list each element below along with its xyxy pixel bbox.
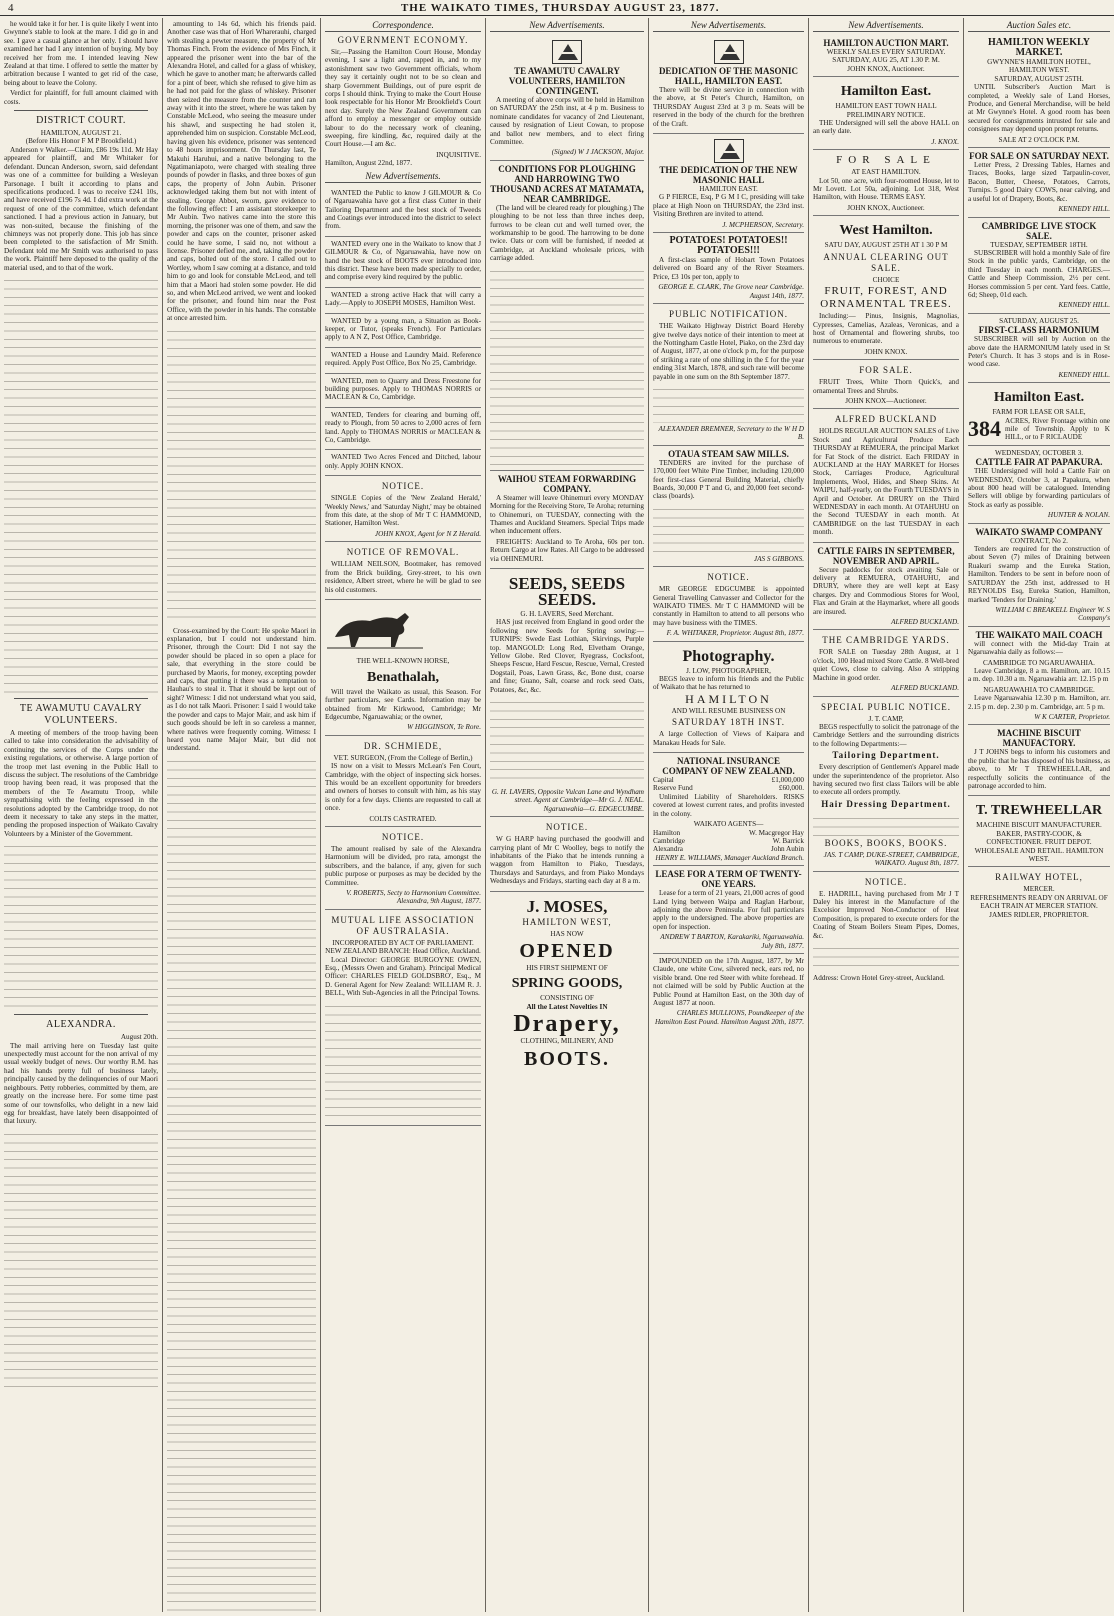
masonic-emblem-icon bbox=[714, 40, 744, 64]
letter-date: Hamilton, August 22nd, 1877. bbox=[325, 159, 413, 168]
removal-notice: NOTICE OF REMOVAL. WILLIAM NEILSON, Bootmaker, has removed from the Brick building, Grey-street, to his own residence, Albert street, where he will be glad to see his old customers. bbox=[325, 542, 481, 600]
wanted-ad: WANTED, men to Quarry and Dress Freestone for building purposes. Apply to THOMAS NORRIS or MACLEAN & Co, Cambridge. bbox=[325, 374, 481, 408]
article-text: A meeting of members of the troop having been called to take into consideration the advisability of continuing the services of the Corps under the existing regulations, or otherwise. A large portion of the troop met last evening in the Public Hall to discuss the subject. The resolutions of the Cambridge troop having been read, it was proposed that the members of the Te Awamutu Troop, while sympathising with the feeling expressed in the resolutions adopted by the Cambridge troop, do not deem it necessary to take any steps in the matter, pending the proposed inspection of Waikato Cavalry Volunteers by a Minister of the Government. bbox=[4, 728, 158, 838]
steamer-ad: WAIHOU STEAM FORWARDING COMPANY. A Steamer will leave Ohinemuri every MONDAY Morning for the Receiving Store, Te Aroha; returning to Ohinemuri, on TUESDAY, connecting with the Thames and Auckland Steamers. Special Trips made when inducement offers. FREIGHTS: Auckland to Te Aroha, 60s per ton. Return Cargo at low Rates. All Cargo to be addressed via OHINEMURI. bbox=[490, 471, 644, 569]
masthead-title: THE WAIKATO TIMES, THURSDAY AUGUST 23, 1877. bbox=[400, 1, 720, 14]
column-heading: Auction Sales etc. bbox=[968, 20, 1110, 32]
text-block bbox=[167, 755, 316, 1612]
west-hamilton-ad: West Hamilton. SATU DAY, AUGUST 25TH AT 1 30 P M ANNUAL CLEARING OUT SALE. CHOICE FRUIT, FOREST, AND ORNAMENTAL TREES. Including:— Pinus, Insignis, Magnolias, Cypresses, Camelias, Azaleas, Veronicas, and a host of Ornamental and flowering shrubs, too numerous to enumerate. JOHN KNOX. bbox=[813, 216, 959, 360]
ploughing-tender: CONDITIONS FOR PLOUGHING AND HARROWING TWO THOUSAND ACRES AT MATAMATA, NEAR CAMBRIDGE. (The land will be cleared ready for ploughing.) The ploughing to be not less than three inches deep, furrows to be clean cut and well turned over, the workmanship to be good. The harrowing to be done twice. Oats or corn will be furnished, if needed at Cambridge, at Auckland wholesale prices, with carriage added. bbox=[490, 161, 644, 471]
letter-signature: INQUISITIVE. bbox=[436, 150, 481, 159]
cattle-fairs-ad: CATTLE FAIRS IN SEPTEMBER, NOVEMBER AND APRIL. Secure paddocks for stock awaiting Sale or delivery at REMUERA, OTAHUHU, and DRURY, where they are well kept at Easy charges. Dry and Commodious Stores for Wool, Flax and Grain at the Haymarket, where all goods are insured. ALFRED BUCKLAND. bbox=[813, 543, 959, 631]
section-heading: ALEXANDRA. bbox=[46, 1019, 116, 1031]
canvasser-notice: NOTICE. MR GEORGE EDGCUMBE is appointed General Travelling Canvasser and Collector for the WAIKATO TIMES. Mr T C HAMMOND will be constantly in Hamilton to attend to all persons who may have business with the TIMES. F. A. WHITAKER, Proprietor. August 8th, 1877. bbox=[653, 567, 804, 641]
horse-illustration bbox=[325, 607, 425, 651]
letter-text: Sir,—Passing the Hamilton Court House, Monday evening, I saw a light and, rapped in, and to my astonishment saw two Government officials, whom they say it certainly ought not to be so clean and sharp Government Buildings, out of pure esprit de corps I should think. Trying to make the Court House look respectable for his Honor Mr Brookfield's Court next day. Surely the New Zealand Government can afford to employ a messenger or employ outside labour to do the necessary work of cleaning, sweeping, fire kindling, &c, required daily at the Court House.—I am &c. bbox=[325, 48, 481, 149]
papakura-ad: WEDNESDAY, OCTOBER 3. CATTLE FAIR AT PAPAKURA. THE Undersigned will hold a Cattle Fair on WEDNESDAY, October 3, at Papakura, when about 800 head will be catalogued. Intending Sellers will oblige by forwarding particulars of Stock as early as possible. HUNTER & NOLAN. bbox=[968, 446, 1110, 524]
section-heading: DISTRICT COURT. bbox=[36, 115, 126, 127]
railway-hotel-ad: RAILWAY HOTEL, MERCER. REFRESHMENTS READY ON ARRIVAL OF EACH TRAIN AT MERCER STATION. JAMES RIDLER, PROPRIETOR. bbox=[970, 872, 1108, 919]
dateline: HAMILTON, AUGUST 21. bbox=[40, 129, 122, 138]
divider bbox=[14, 698, 148, 699]
crest-icon bbox=[552, 40, 582, 64]
column-2 bbox=[163, 18, 321, 1612]
wanted-ad: WANTED the Public to know J GILMOUR & Co of Ngaruawahia have got a first class Cutter in their Tailoring Department and the best stock of Tweeds and Coatings ever introduced into the district to select from. bbox=[325, 186, 481, 237]
weekly-market-ad: HAMILTON WEEKLY MARKET. GWYNNE'S HAMILTON HOTEL, HAMILTON WEST. SATURDAY, AUGUST 25TH. UNTIL Subscriber's Auction Mart is completed, a Weekly sale of Land Horses, Produce, and General Merchandise, will be held at Mr Gwynne's Hotel. A good room has been secured for consignments intrusted for sale and consignees may depend upon prompt returns. SALE AT 2 O'CLOCK P.M. bbox=[968, 35, 1110, 148]
vet-ad: DR. SCHMIEDE, VET. SURGEON, (From the College of Berlin,) IS now on a visit to Messrs McLean's Fen Court, Cambridge, with the object of inspecting sick horses. This would be an excellent opportunity for breeders and owners of horses to consult with him, as his stay is only for a few days. Clients are requested to call at once. COLTS CASTRATED. bbox=[325, 736, 481, 827]
insurance-ad: NATIONAL INSURANCE COMPANY OF NEW ZEALAND. Capital £1,000,000 Reserve Fund £60,000. Unlimited Liability of Shareholders. RISKS covered at lowest current rates, and profits invested in the colony. WAIKATO AGENTS— Hamilton W. Macgregor Hay Cambridge W. Barrick Alexandra John Aubin HENRY E. WILLIAMS, Manager Auckland Branch. bbox=[653, 753, 804, 866]
masonic-emblem-icon bbox=[714, 139, 744, 163]
wanted-ad: WANTED, Tenders for clearing and burning off, ready to Plough, from 50 acres to 2,000 acres of fern land. Apply to THOMAS NORRIS or MACLEAN & Co, Cambridge. bbox=[325, 408, 481, 451]
page-number-left: 4 bbox=[8, 1, 15, 14]
section-heading: TE AWAMUTU CAVALRY VOLUNTEERS. bbox=[19, 702, 143, 726]
column-heading: New Advertisements. bbox=[653, 20, 804, 32]
photography-ad: Photography. J. LOW, PHOTOGRAPHER, BEGS leave to inform his friends and the Public of Waikato that he has returned to HAMILTON AND WILL RESUME BUSINESS ON SATURDAY 18TH INST. A large Collection of Views of Kaipara and Manakau Heads for Sale. bbox=[653, 642, 804, 753]
article-text: he would take it for her. I is quite likely I went into Gwynne's stable to look at the mare. I did go in and see. I gave a casual glance at her only. I should have examined her had I any intention of buying. My boy received her from me. I intended leaving New Zealand at that time. I offered to settle the matter by arbitration because I wanted to get rid of the case, being about to leave the Colony. bbox=[4, 20, 158, 87]
text-block bbox=[4, 840, 158, 1010]
harmonium-ad: SATURDAY, AUGUST 25. FIRST-CLASS HARMONIUM SUBSCRIBER will sell by Auction on the above date the HARMONIUM lately used in St Peter's Church. It has 3 stops and is in Rose-wood case. KENNEDY HILL. bbox=[968, 314, 1110, 383]
columns bbox=[0, 18, 1114, 1612]
column-1 bbox=[0, 18, 163, 1612]
masthead bbox=[0, 0, 1114, 16]
harmonium-notice: NOTICE. The amount realised by sale of the Alexandra Harmonium will be divided, pro rata, amongst the subscribers, and the balance, if any, given for such public purpose or purposes as may be decided by the Committee. V. ROBERTS, Secty to Harmonium Committee. Alexandra, 9th August, 1877. bbox=[325, 827, 481, 910]
text-block bbox=[167, 325, 316, 625]
for-sale-ad: FOR SALE AT EAST HAMILTON. Lot 50, one acre, with four-roomed House, let to Mr Lovett. Lot 50a, adjoining. Lot 318, West Hamilton, with House. TERMS EASY. JOHN KNOX, Auctioneer. bbox=[813, 150, 959, 216]
fruit-trees-ad: FOR SALE. FRUIT Trees, White Thorn Quick's, and ornamental Trees and Shrubs. JOHN KNOX—Auctioneer. bbox=[813, 360, 959, 409]
mutual-life-ad: MUTUAL LIFE ASSOCIATION OF AUSTRALASIA. INCORPORATED BY ACT OF PARLIAMENT. NEW ZEALAND BRANCH: Head Office, Auckland. Local Director: GEORGE BURGOYNE OWEN, Esq., (Messrs Owen and Graham). Principal Medical Officer: CHARLES FIELD GOLDSBRO', Esq., M D. General Agent for New Zealand: WILLIAM R. J. BELL, With Sub-Agencies in all the Principal Towns. bbox=[325, 910, 481, 1126]
column-heading: New Advertisements. bbox=[325, 171, 481, 183]
moses-ad: J. MOSES, HAMILTON WEST, HAS NOW OPENED HIS FIRST SHIPMENT OF SPRING GOODS, CONSISTING OF All the Latest Novelties IN Drapery, CLOTHING, MILINERY, AND BOOTS. bbox=[511, 896, 623, 1070]
column-3 bbox=[321, 18, 486, 1612]
lease-ad: LEASE FOR A TERM OF TWENTY-ONE YEARS. Lease for a term of 21 years, 21,000 acres of good Land lying between Waipa and Raglan Harbour, adjoining the above Peninsula. For full particulars apply to the undersigned. The above properties are open for inspection. ANDREW T BARTON, Karakariki, Ngaruawahia. July 8th, 1877. bbox=[653, 866, 804, 954]
column-6 bbox=[809, 18, 964, 1612]
wanted-ad: WANTED a House and Laundry Maid. Reference required. Apply Post Office, Box No 25, Cambridge. bbox=[325, 348, 481, 374]
waggon-notice: NOTICE. W G HARP having purchased the goodwill and carrying plant of Mr C Woolley, begs to notify the inhabitants of the Piako that he intends running a waggon from Hamilton to Piako, Tuesdays, Thursdays and Saturdays, and from Piako Mondays Wednesdays and Fridays, starting each day at 8 a m. bbox=[490, 817, 644, 891]
saturday-sale-ad: FOR SALE ON SATURDAY NEXT. Letter Press, 2 Dressing Tables, Harnes and Traces, Books, large sized Tarpaulin-cover, Bacon, Butter, Cheese, Potatoes, Carrots, Turnips. 5 good Dairy COWS, near calving, and a useful lot of Drapery, Boots, &c. KENNEDY HILL. bbox=[968, 148, 1110, 217]
trewheellar-ad: T. TREWHEELLAR MACHINE BISCUIT MANUFACTURER. BAKER, PASTRY-COOK, & CONFECTIONER. FRUIT DEPOT. WHOLESALE AND RETAIL. HAMILTON WEST. bbox=[968, 796, 1110, 867]
swamp-company-ad: WAIKATO SWAMP COMPANY CONTRACT, No 2. Tenders are required for the construction of about Seven (7) miles of Draining between Ruakuri swamp and the Eureka Station, Hamilton. Tenders to be sent in before noon of SATURDAY the 25th inst, addressed to H REYNOLDS Esq, Eureka Station, Hamilton, marked 'Tenders for Draining.' WILLIAM C BREAKELL Engineer W. S Company's bbox=[968, 524, 1110, 627]
column-heading: New Advertisements. bbox=[813, 20, 959, 32]
mail-coach-ad: THE WAIKATO MAIL COACH will connect with the Mid-day Train at Ngaruawahia daily as follows:— CAMBRIDGE TO NGARUAWAHIA. Leave Cambridge, 8 a m. Hamilton, arr. 10.15 a m. dep. 10.30 a m. Ngaruawahia arr. 12.15 p m NGARUAWAHIA TO CAMBRIDGE. Leave Ngaruawahia 12.30 p m. Hamilton, arr. 2.15 p m. dep. 2.30 p m. Cambridge, arr. 5 p m. W K CARTER, Proprietor. bbox=[968, 627, 1110, 726]
dedication-ad: THE DEDICATION OF THE NEW MASONIC HALL HAMILTON EAST. G P FIERCE, Esq, P G M I C, presiding will take place at High Noon on THURSDAY, the 23rd inst. Visiting Brethren are invited to attend. J. MCPHERSON, Secretary. bbox=[653, 134, 804, 233]
live-stock-ad: CAMBRIDGE LIVE STOCK SALE. TUESDAY, SEPTEMBER 18TH. SUBSCRIBER will hold a monthly Sale of fire Stock in the public yards, Cambridge, on the third Tuesday in each month. CHARGES.—Cattle and Sheep Commission, 2½ per cent. Horses commission 5 per cent. Yard fees. Cattle, 6d; Sheep, 01d each. KENNEDY HILL. bbox=[968, 218, 1110, 314]
hamilton-east-ad: Hamilton East. HAMILTON EAST TOWN HALL PRELIMINARY NOTICE. THE Undersigned will sell the above HALL on an early date. J. KNOX. bbox=[813, 77, 959, 150]
auction-mart-ad: HAMILTON AUCTION MART. WEEKLY SALES EVERY SATURDAY. SATURDAY, AUG 25, AT 1.30 P. M. JOHN KNOX, Auctioneer. bbox=[813, 35, 959, 77]
divider bbox=[14, 1014, 148, 1015]
seeds-ad: SEEDS, SEEDS SEEDS. G. H. LAVERS, Seed Merchant. HAS just received from England in good order the following new Seeds for Spring sowing:— TURNIPS: Swede East Lothian, Skirvings, Purple top. MANGOLD: Long Red, Elvetham Orange, Yellow Globe. Red Clover, Ryegrass, Cocksfoot, Sheeps Fescue, Hard Fescue, Rescue, Vernal, Crested Dogstail, Poas, Lawn Grass, &c, Bone dust, coarse and fine; Guano, Salt, coarse and rock seed Oats, Potatoes, &c, &c. G. H. LAVERS, Opposite Vulcan Lane and Wyndham street. Agent at Cambridge—Mr G. J. NEAL. Ngaruawahia—G. EDGECUMBE. bbox=[490, 569, 644, 817]
article-text: The mail arriving here on Tuesday last quite unexpectedly must account for the non arrival of my usual weekly budget of news. Our worthy R.M. has had his hands pretty full of business lately, principally caused by the delinquencies of our Maori neighbours. Petty robberies, committed by them, are greatly on the increase here. For some time past some of our townsfolks, who delight in a new laid egg for breakfast, have lately been disappointed of that luxury. bbox=[4, 1041, 158, 1126]
wanted-ad: WANTED by a young man, a Situation as Book-keeper, or Tutor, (speaks French). For Particulars apply to A N Z, Post Office, Cambridge. bbox=[325, 314, 481, 348]
article-text: Cross-examined by the Court: He spoke Maori in explanation, but I could not understand him. Prisoner, through the Court: Did I not say the powder should be placed in so open a place for sale, that everything in the store could be purchased by Maoris, for money, excepting powder and caps, that putting it there was a temptation to Hauhau's to steal it. That it should be kept out of sight? Witness: I did not understand what you said, as I do not talk Maori. Prisoner: I said I would take the powder and caps to Major Mair, and ask him if such goods should be left in so careless a manner, where natives were frequently coming. Witness: I heard you name Major Mair, but did not understand. bbox=[167, 626, 316, 753]
notice-ad: NOTICE. SINGLE Copies of the 'New Zealand Herald,' 'Weekly News,' and 'Saturday Night,' may be obtained from this date, at the shop of Mr T C HAMMOND, Stationer, Hamilton West. JOHN KNOX, Agent for N Z Herald. bbox=[325, 476, 481, 542]
agent-row: Cambridge W. Barrick bbox=[653, 836, 804, 845]
masonic-ad: DEDICATION OF THE MASONIC HALL, HAMILTON EAST. There will be divine service in connection with the above, at St Peter's Church, Hamilton, on THURSDAY August 23rd at 3 p m. Seats will be reserved in the body of the church for the brethren of the Craft. bbox=[653, 35, 804, 134]
column-heading: Correspondence. bbox=[325, 20, 481, 32]
saw-mills-ad: OTAUA STEAM SAW MILLS. TENDERS are invited for the purchase of 170,000 feet White Pine Timber, including 120,000 feet first-class General Building Material, chiefly Boards, 30,000 P T and G, and 20,000 feet second-class (boards). JAS S GIBBONS. bbox=[653, 446, 804, 567]
wanted-ad: WANTED Two Acres Fenced and Ditched, labour only. Apply JOHN KNOX. bbox=[325, 450, 481, 476]
stallion-ad: THE WELL-KNOWN HORSE, Benathalah, Will travel the Waikato as usual, this Season. For further particulars, see Cards. Information may be obtained from Mr Kirkwood, Cambridge; Mr Edgecumbe, Ngaruawahia; or the owner, W HIGGINSON, Te Rore. bbox=[325, 600, 481, 736]
dateline: August 20th. bbox=[120, 1033, 158, 1042]
cavalry-notice: TE AWAMUTU CAVALRY VOLUNTEERS, HAMILTON CONTINGENT. A meeting of above corps will be held in Hamilton on SATURDAY the 25th inst, at 4 p m. Business to nominate candidates for vacancy of 2nd Lieutenant, caused by resignation of Lieut Cowan, to propose and ballot new members, and to elect firing Committee. (Signed) W J JACKSON, Major. bbox=[490, 35, 644, 161]
byline: (Before His Honor F M P Brookfield.) bbox=[25, 137, 137, 146]
farm-lease-ad: Hamilton East. FARM FOR LEASE OR SALE, 384 ACRES, River Frontage within one mile of Township. Apply to K HILL, or to F RICLAUDE bbox=[968, 383, 1110, 446]
camp-ad: SPECIAL PUBLIC NOTICE. J. T. CAMP, BEGS respectfully to solicit the patronage of the Cambridge Settlers and the surrounding districts to the following Departments:— Tailoring Department. Every description of Gentlemen's Apparel made under the superintendence of the proprietor. Also having secured two first class Tailors will be able to execute all orders promptly. Hair Dressing Department. BOOKS, BOOKS, BOOKS. JAS. T CAMP, DUKE-STREET, CAMBRIDGE, WAIKATO. August 8th, 1877. bbox=[813, 697, 959, 872]
agent-row: Alexandra John Aubin bbox=[653, 845, 804, 854]
wanted-ad: WANTED every one in the Waikato to know that J GILMOUR & Co, of Ngaruawahia, have now on hand the best stock of BOOTS ever introduced into this district. These have been made specially to order, and comprise every kind required by the public. bbox=[325, 237, 481, 288]
wanted-ad: WANTED a strong active Hack that will carry a Lady.—Apply to JOSEPH MOSES, Hamilton West. bbox=[325, 288, 481, 314]
section-heading: GOVERNMENT ECONOMY. bbox=[337, 35, 469, 45]
divider bbox=[14, 110, 148, 111]
text-block bbox=[4, 1128, 158, 1388]
potatoes-ad: POTATOES! POTATOES!! POTATOES!!! A first-class sample of Hobart Town Potatoes delivered on Board any of the River Steamers. Price, £3 10s per ton, apply to GEORGE E. CLARK, The Grove near Cambridge. August 14th, 1877. bbox=[653, 233, 804, 304]
column-5 bbox=[649, 18, 809, 1612]
biscuit-factory-ad: MACHINE BISCUIT MANUFACTORY. J T JOHNS begs to inform his customers and the public that he has disposed of his business, as above, to Mr T TREWHEELLAR, and respectfully solicits the continuance of the patronage accorded to him. bbox=[968, 725, 1110, 796]
text-block bbox=[4, 274, 158, 694]
cambridge-yards-ad: THE CAMBRIDGE YARDS. FOR SALE on Tuesday 28th August, at 1 o'clock, 100 Head mixed Store Cattle. 8 Well-bred quiet Cows, close to calving. Also A stripping Machine in good order. ALFRED BUCKLAND. bbox=[813, 630, 959, 696]
public-notification: PUBLIC NOTIFICATION. THE Waikato Highway District Board Hereby give twelve days notice of their intention to meet at the Nottingham Castle Hotel, Piako, on the 23rd day of August, 1877, at one o'clock p m, for the purpose of striking a rate of one shilling in the £ for the year ending 31st March, 1878, and such rate will become payable in one sum on the 8th September 1877. ALEXANDER BREMNER, Secretary to the W H D B. bbox=[653, 304, 804, 446]
buckland-ad: ALFRED BUCKLAND HOLDS REGULAR AUCTION SALES of Live Stock and Agricultural Produce Each THURSDAY at REMUERA, the principal Market for Fat Stock of the district. Each FRIDAY in AUCKLAND at the HAY MARKET for Horses Stock, Carriages Produce, Agricultural Implements, Wool, Hides, and Sheep Skins. At WAIPU, half-yearly, on the Fourth TUESDAYS in April and October. At DRURY on the Third WEDNESDAY in each month. At OTAHUHU on the Second TUESDAY in each month. At CAMBRIDGE on the last TUESDAY in each month. bbox=[813, 409, 959, 542]
column-7 bbox=[964, 18, 1114, 1612]
impounded-notice: IMPOUNDED on the 17th August, 1877, by Mr Claude, one white Cow, silvered neck, ears red, no visible brand. One red Steer with white forehead. If not claimed will be sold by Public Auction at the Public Pound at Hamilton East, on the 30th day of August 1877 at noon. CHARLES MULLIONS, Poundkeeper of the Hamilton East Pound. Hamilton August 20th, 1877. bbox=[653, 956, 804, 1026]
article-text: amounting to 14s 6d, which his friends paid. Another case was that of Hori Wharerauhi, charged with stealing a pewter measure, the property of Mr Thomas Finch. From the evidence of Mrs Finch, it appeared the prisoner went into the bar of the Alexandra Hotel, and called for a glass of whiskey, which he gave to another man; he afterwards called for a pint of beer, which she refused to give him as he had not paid for the glass of whiskey. Prisoner then seized the measure from the counter and ran away with it into the street, where he was taken by Constable McLeod, who seeing the measure under his shawl, and suspecting he had stolen it, apprehended him on suspicion. Constable McLeod, having given his evidence, prisoner was sentenced to 48 hours imprisonment. On Thursday last, Te Makuhi Haruhui, and a native belonging to the Ngatimaniapoto, were charged with stealing three pounds of powder in flasks, and three boxes of gun caps, the property of John Aubin. Prisoner acknowledged taking them but not with intent of stealing. George Abbot, sworn, gave evidence to the following effect: I am assistant storekeeper to Mr Aubin. Two natives came into the store this morning, the prisoner was one of them, and saw the powder and caps on the counter, prisoner asked could he have some, I said no, not without a license. Prisoner defied me, and, taking the powder and caps, bolted out of the store. I called out to Wortley, whom I saw coming at a distance, and told him to go and look for constable McLeod, and tell him that a Maori had stolen some powder. He did so, and when McLeod arrived, we went and looked for the prisoner, and found him near the Post Office, with the powder in his hands. The constable at once arrested him. bbox=[167, 20, 316, 323]
column-heading: New Advertisements. bbox=[490, 20, 644, 32]
hadrill-notice: NOTICE. E. HADRILL, having purchased from Mr J T Daley his interest in the Manufacture of the Excelsior Improved Non-Conductor of Heat Composition, is prepared to execute orders for the Coating of Steam Boilers Steam Pipes, Domes, &c. Address: Crown Hotel Grey-street, Auckland. bbox=[813, 876, 959, 982]
article-text: Anderson v Walker.—Claim, £86 19s 11d. Mr Hay appeared for plaintiff, and Mr Whitaker for defendant. Duncan Anderson, sworn, said defendant was one of a committee for building a Wesleyan Parsonage. I built it according to plans and specifications produced. I was to receive £241 10s, and have received £196 7s 4d. I did extra work at the request of one of the committee, which defendant sanctioned. I had a previous action in January, but was non-suited, because the finishing of the chimneys was not properly done. This job has since been completed to the satisfaction of Mr Smith. Defendant told me Mr Smith was authorised to pass the work. Plaintiff here deposed to the quality of the material used, and to that of the work. bbox=[4, 145, 158, 272]
column-4 bbox=[486, 18, 649, 1612]
article-text: Verdict for plaintiff, for full amount claimed with costs. bbox=[4, 89, 158, 106]
agent-row: Hamilton W. Macgregor Hay bbox=[653, 828, 804, 837]
